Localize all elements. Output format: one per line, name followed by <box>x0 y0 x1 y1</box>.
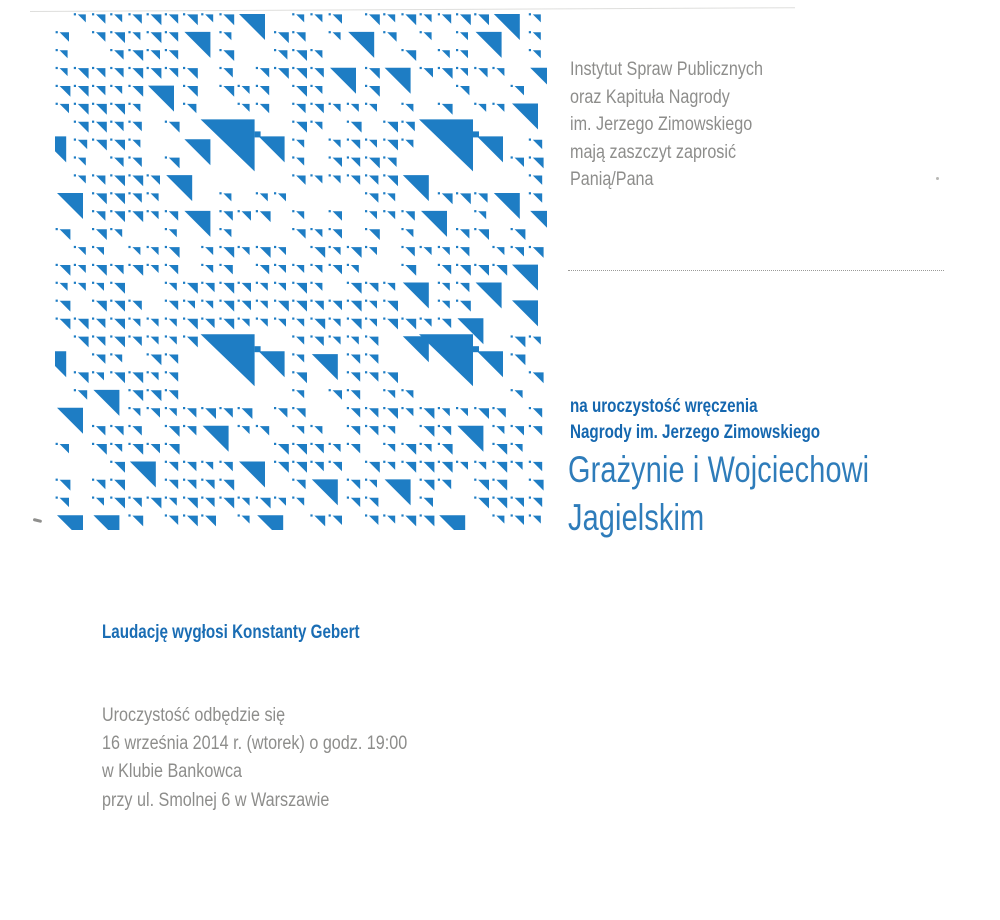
host-block <box>570 56 763 194</box>
event-details-block <box>102 702 407 815</box>
scan-artifact-dash <box>33 518 42 523</box>
event-line: w Klubie Bankowca <box>102 761 243 783</box>
scan-artifact-dot <box>936 177 939 180</box>
host-line: Panią/Pana <box>570 169 654 191</box>
host-line: mają zaszczyt zaprosić <box>570 141 737 163</box>
triangle-fractal-pattern <box>55 12 547 530</box>
occasion-block <box>570 394 820 446</box>
event-line: przy ul. Smolnej 6 w Warszawie <box>102 789 330 811</box>
event-line: 16 września 2014 r. (wtorek) o godz. 19:00 <box>102 733 408 755</box>
occasion-line: na uroczystość wręczenia <box>570 396 758 417</box>
host-line: oraz Kapituła Nagrody <box>570 86 730 108</box>
honorees-names <box>568 446 869 542</box>
host-line: im. Jerzego Zimowskiego <box>570 114 753 136</box>
occasion-line: Nagrody im. Jerzego Zimowskiego <box>570 422 821 443</box>
dotted-separator <box>568 270 944 271</box>
host-line: Instytut Spraw Publicznych <box>570 59 763 80</box>
laudation-line: Laudację wygłosi Konstanty Gebert <box>102 622 360 643</box>
honoree-line: Jagielskim <box>568 497 705 538</box>
triangle-fractal-svg <box>55 12 547 530</box>
honoree-line: Grażynie i Wojciechowi <box>568 449 870 490</box>
event-line: Uroczystość odbędzie się <box>102 705 286 726</box>
